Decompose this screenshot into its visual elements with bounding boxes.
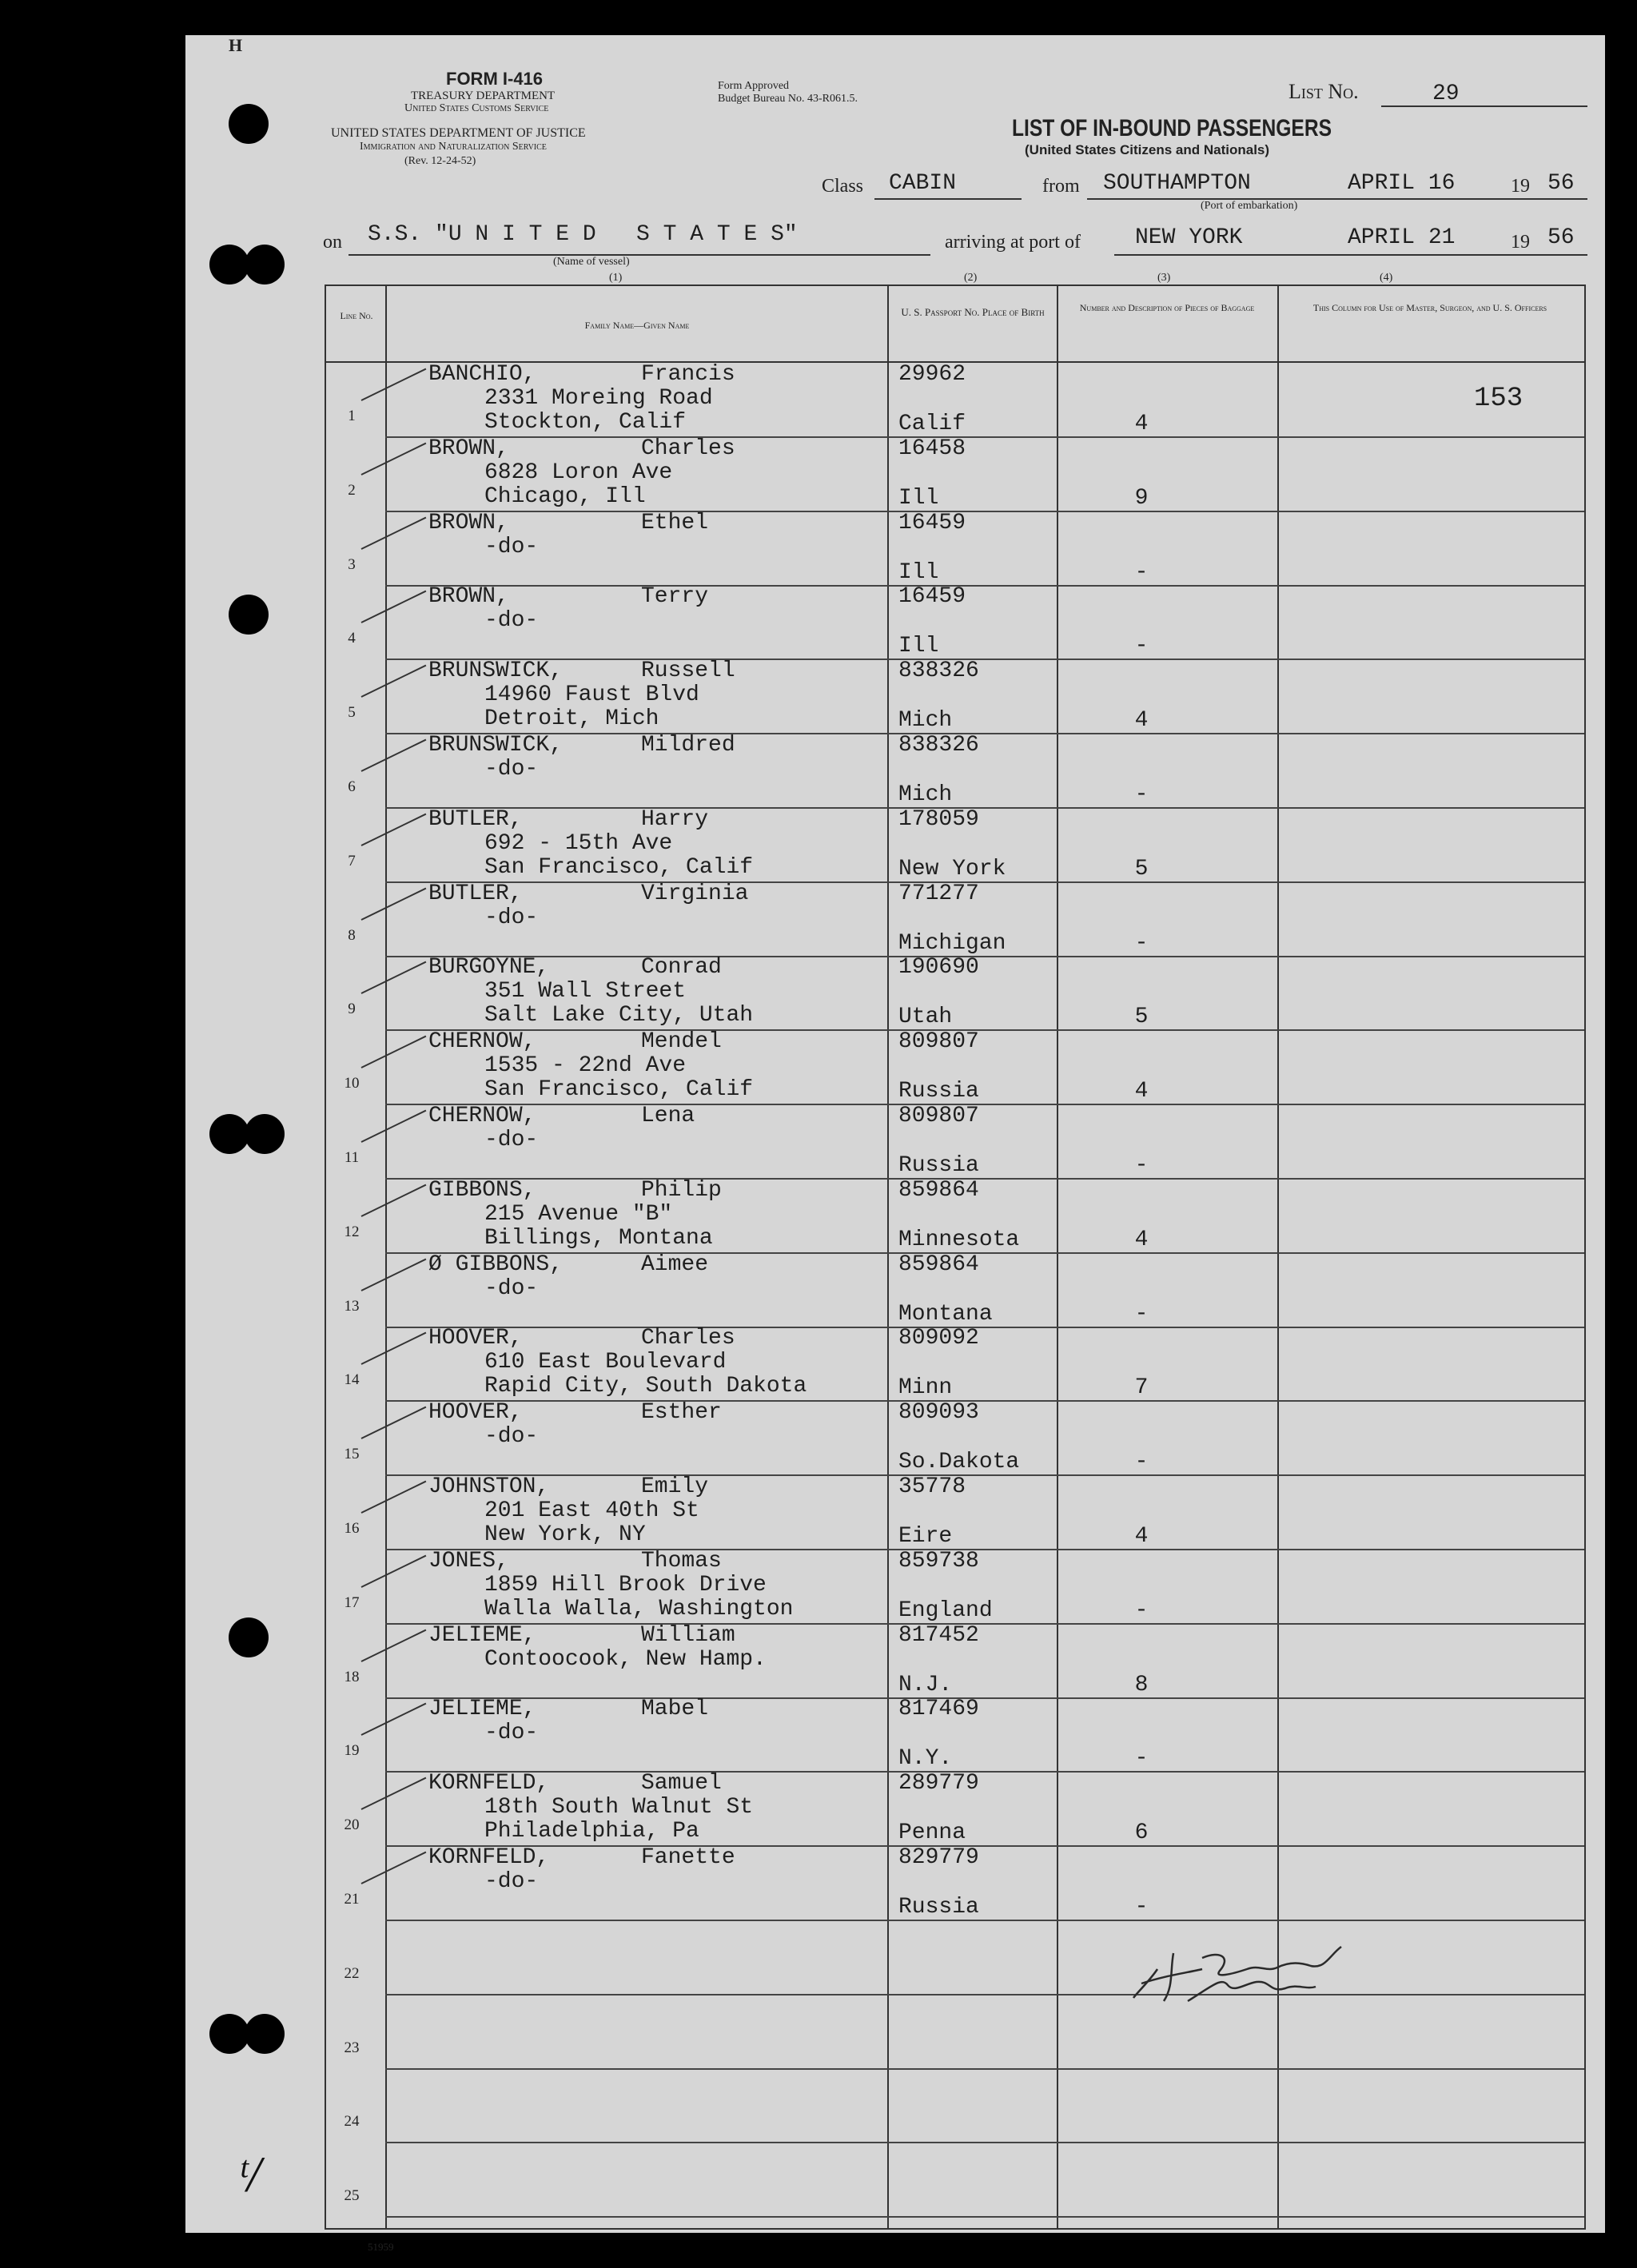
place-of-birth: Ill	[898, 485, 939, 511]
table-row	[326, 511, 1583, 586]
family-name: BRUNSWICK,	[428, 659, 564, 684]
table-row	[326, 659, 1583, 734]
given-name: Philip	[641, 1177, 722, 1203]
header-passport: U. S. Passport No. Place of Birth	[901, 306, 1045, 318]
line-number: 11	[344, 1149, 360, 1166]
table-row	[326, 1030, 1583, 1104]
line-number: 17	[344, 1594, 360, 1611]
family-name: BROWN,	[428, 510, 509, 535]
class-value: CABIN	[889, 171, 957, 196]
table-row	[326, 1104, 1583, 1179]
manifest-page	[185, 35, 1605, 2253]
col-num-2: (2)	[964, 272, 978, 284]
address-line-1: 351 Wall Street	[484, 979, 687, 1005]
corner-mark: H	[229, 35, 243, 55]
line-number: 4	[348, 630, 356, 647]
line-number: 1	[348, 408, 356, 424]
given-name: Charles	[641, 1326, 735, 1351]
given-name: Fanette	[641, 1845, 735, 1870]
list-no-label: List No.	[1288, 80, 1359, 103]
place-of-birth: England	[898, 1598, 993, 1623]
given-name: Conrad	[641, 955, 722, 981]
place-of-birth: Minn	[898, 1375, 953, 1401]
address-line-2: New York, NY	[484, 1522, 646, 1547]
table-row	[326, 1327, 1583, 1401]
baggage-count: -	[1134, 1153, 1149, 1178]
given-name: Thomas	[641, 1548, 722, 1574]
table-row	[326, 1846, 1583, 1920]
passport-number: 190690	[898, 955, 979, 981]
officer-note: 153	[1474, 384, 1523, 414]
baggage-count: 6	[1134, 1820, 1149, 1846]
baggage-count: 4	[1134, 1079, 1149, 1104]
line-number: 5	[348, 704, 356, 722]
given-name: Ethel	[641, 510, 709, 535]
col-num-3: (3)	[1157, 272, 1171, 284]
departure-year-prefix: 19	[1511, 176, 1530, 197]
given-name: William	[641, 1622, 735, 1648]
family-name: JELIEME,	[428, 1697, 536, 1722]
punch-hole	[229, 1617, 269, 1657]
baggage-count: -	[1134, 1301, 1149, 1327]
place-of-birth: Ill	[898, 559, 939, 585]
baggage-count: 8	[1134, 1672, 1149, 1697]
place-of-birth: N.Y.	[898, 1746, 953, 1772]
arriving-label: arriving at port of	[945, 232, 1081, 253]
check-mark	[361, 739, 427, 772]
passport-number: 859864	[898, 1251, 979, 1277]
passport-number: 35778	[898, 1474, 966, 1499]
table-row	[326, 1624, 1583, 1698]
header-baggage: Number and Description of Pieces of Baggage	[1079, 302, 1255, 313]
address-line-1: -do-	[484, 1869, 539, 1894]
address-line-1: -do-	[484, 757, 539, 782]
given-name: Mildred	[641, 733, 735, 758]
punch-hole	[245, 2014, 285, 2054]
family-name: BUTLER,	[428, 881, 523, 906]
address-line-1: 692 - 15th Ave	[484, 830, 673, 856]
passport-number: 838326	[898, 733, 979, 758]
family-name: BURGOYNE,	[428, 955, 550, 981]
list-no-value: 29	[1432, 82, 1460, 106]
table-row	[326, 1550, 1583, 1624]
line-number: 10	[344, 1075, 360, 1092]
header-officers: This Column for Use of Master, Surgeon, and U. S. Officers	[1312, 302, 1547, 313]
family-name: KORNFELD,	[428, 1845, 550, 1870]
address-line-2: Rapid City, South Dakota	[484, 1374, 807, 1399]
passport-number: 16459	[898, 510, 966, 535]
baggage-count: -	[1134, 1746, 1149, 1772]
form-number: FORM I-416	[446, 69, 544, 89]
class-label: Class	[822, 176, 864, 197]
check-mark	[361, 442, 427, 475]
table-row	[326, 2068, 1583, 2143]
col-num-4: (4)	[1380, 272, 1393, 284]
check-mark	[361, 665, 427, 698]
address-line-1: -do-	[484, 1721, 539, 1746]
check-mark	[361, 368, 427, 401]
family-name: Ø GIBBONS,	[428, 1251, 564, 1277]
line-number: 23	[344, 2039, 360, 2056]
baggage-count: -	[1134, 1450, 1149, 1475]
line-number: 22	[344, 1964, 360, 1982]
punch-hole	[245, 245, 285, 284]
baggage-count: 5	[1134, 1005, 1149, 1030]
address-line-2: Billings, Montana	[484, 1225, 713, 1251]
arrival-year-prefix: 19	[1511, 232, 1530, 253]
treasury-department: TREASURY DEPARTMENT	[411, 90, 556, 102]
passport-number: 859738	[898, 1548, 979, 1574]
form-footer-number: 51959	[368, 2241, 394, 2253]
document-title: LIST OF IN-BOUND PASSENGERS	[1012, 115, 1332, 141]
family-name: JONES,	[428, 1548, 509, 1574]
address-line-1: -do-	[484, 905, 539, 930]
passport-number: 859864	[898, 1177, 979, 1203]
family-name: GIBBONS,	[428, 1177, 536, 1203]
address-line-1: 6828 Loron Ave	[484, 460, 673, 485]
punch-hole	[229, 595, 269, 635]
family-name: BROWN,	[428, 584, 509, 610]
passport-number: 809807	[898, 1104, 979, 1128]
address-line-1: -do-	[484, 608, 539, 634]
baggage-count: -	[1134, 930, 1149, 956]
punch-hole	[209, 1114, 249, 1154]
header-name: Family Name—Given Name	[584, 320, 690, 331]
address-line-1: 1535 - 22nd Ave	[484, 1053, 687, 1079]
table-row	[326, 1179, 1583, 1253]
address-line-2: Salt Lake City, Utah	[484, 1003, 754, 1029]
address-line-1: 2331 Moreing Road	[484, 386, 713, 411]
given-name: Russell	[641, 659, 735, 684]
check-mark	[361, 1554, 427, 1587]
place-of-birth: Montana	[898, 1301, 993, 1327]
baggage-count: -	[1134, 1598, 1149, 1623]
place-of-birth: Mich	[898, 708, 953, 734]
baggage-count: 4	[1134, 1227, 1149, 1252]
line-number: 8	[348, 926, 356, 944]
check-mark	[361, 1629, 427, 1661]
place-of-birth: Michigan	[898, 930, 1006, 956]
line-number: 2	[348, 481, 356, 499]
baggage-count: -	[1134, 559, 1149, 585]
passport-number: 289779	[898, 1771, 979, 1796]
table-row	[326, 1401, 1583, 1475]
check-mark	[361, 961, 427, 994]
passport-number: 178059	[898, 806, 979, 832]
address-line-2: San Francisco, Calif	[484, 1077, 754, 1103]
check-mark	[361, 1184, 427, 1216]
arrival-year: 56	[1547, 225, 1575, 250]
given-name: Francis	[641, 362, 735, 387]
place-of-birth: Russia	[898, 1895, 979, 1920]
family-name: HOOVER,	[428, 1326, 523, 1351]
place-of-birth: Penna	[898, 1820, 966, 1846]
baggage-count: 7	[1134, 1375, 1149, 1401]
place-of-birth: So.Dakota	[898, 1450, 1020, 1475]
address-line-2: San Francisco, Calif	[484, 854, 754, 880]
given-name: Virginia	[641, 881, 749, 906]
address-line-1: 18th South Walnut St	[484, 1795, 754, 1820]
line-number: 9	[348, 1001, 356, 1018]
family-name: BANCHIO,	[428, 362, 536, 387]
line-number: 3	[348, 555, 356, 573]
given-name: Lena	[641, 1104, 695, 1128]
address-line-1: Contoocook, New Hamp.	[484, 1646, 767, 1672]
passport-number: 29962	[898, 362, 966, 387]
line-number: 21	[344, 1891, 360, 1908]
line-number: 24	[344, 2113, 360, 2131]
budget-bureau-no: Budget Bureau No. 43-R061.5.	[718, 93, 858, 105]
baggage-count: -	[1134, 634, 1149, 659]
given-name: Harry	[641, 806, 709, 832]
check-mark	[361, 1777, 427, 1810]
header-line-no: Line No.	[340, 310, 373, 321]
place-of-birth: Utah	[898, 1005, 953, 1030]
address-line-1: 201 East 40th St	[484, 1498, 699, 1523]
place-of-birth: Mich	[898, 782, 953, 807]
line-number: 13	[344, 1297, 360, 1315]
baggage-count: 4	[1134, 412, 1149, 436]
given-name: Mabel	[641, 1697, 709, 1722]
punch-hole	[245, 1114, 285, 1154]
table-row	[326, 734, 1583, 808]
table-row	[326, 1697, 1583, 1772]
family-name: KORNFELD,	[428, 1771, 550, 1796]
address-line-1: -do-	[484, 1424, 539, 1450]
line-number: 19	[344, 1742, 360, 1760]
table-row	[326, 363, 1583, 437]
address-line-2: Walla Walla, Washington	[484, 1596, 794, 1621]
line-number: 14	[344, 1371, 360, 1389]
margin-initials: ᵗ/	[238, 2146, 261, 2202]
line-number: 16	[344, 1520, 360, 1537]
family-name: CHERNOW,	[428, 1104, 536, 1128]
given-name: Terry	[641, 584, 709, 610]
table-row	[326, 808, 1583, 882]
family-name: JOHNSTON,	[428, 1474, 550, 1499]
port-embarkation-caption: (Port of embarkation)	[1201, 200, 1298, 212]
check-mark	[361, 516, 427, 549]
line-number: 25	[344, 2187, 360, 2205]
check-mark	[361, 1110, 427, 1143]
table-row	[326, 1253, 1583, 1327]
row-rule	[385, 2216, 1584, 2218]
check-mark	[361, 1852, 427, 1884]
table-row	[326, 437, 1583, 511]
check-mark	[361, 1332, 427, 1365]
on-label: on	[323, 232, 342, 253]
port-of-embarkation: SOUTHAMPTON	[1103, 171, 1251, 196]
check-mark	[361, 1703, 427, 1736]
place-of-birth: Calif	[898, 412, 966, 436]
passenger-table	[325, 284, 1586, 2230]
family-name: HOOVER,	[428, 1400, 523, 1426]
address-line-1: 610 East Boulevard	[484, 1350, 727, 1375]
family-name: BUTLER,	[428, 806, 523, 832]
passport-number: 809807	[898, 1029, 979, 1055]
place-of-birth: Russia	[898, 1079, 979, 1104]
table-row	[326, 2143, 1583, 2217]
address-line-1: -do-	[484, 1128, 539, 1152]
baggage-count: 4	[1134, 1524, 1149, 1549]
family-name: JELIEME,	[428, 1622, 536, 1648]
check-mark	[361, 1036, 427, 1068]
arrival-date: APRIL 21	[1348, 225, 1456, 250]
address-line-2: Chicago, Ill	[484, 483, 646, 509]
customs-service: United States Customs Service	[404, 102, 549, 114]
given-name: Mendel	[641, 1029, 722, 1055]
passport-number: 838326	[898, 659, 979, 684]
baggage-count: 5	[1134, 856, 1149, 881]
address-line-2: Philadelphia, Pa	[484, 1819, 699, 1844]
line-number: 15	[344, 1446, 360, 1463]
baggage-count: 4	[1134, 708, 1149, 734]
address-line-1: 14960 Faust Blvd	[484, 682, 699, 708]
department-of-justice: UNITED STATES DEPARTMENT OF JUSTICE	[331, 126, 586, 140]
check-mark	[361, 1481, 427, 1514]
address-line-1: 1859 Hill Brook Drive	[484, 1572, 767, 1598]
vessel-caption: (Name of vessel)	[553, 256, 630, 268]
baggage-count: -	[1134, 1895, 1149, 1920]
passport-number: 809092	[898, 1326, 979, 1351]
from-label: from	[1042, 176, 1080, 197]
given-name: Aimee	[641, 1251, 709, 1277]
table-row	[326, 1772, 1583, 1846]
place-of-birth: Eire	[898, 1524, 953, 1549]
passport-number: 809093	[898, 1400, 979, 1426]
passport-number: 817469	[898, 1697, 979, 1722]
document-subtitle: (United States Citizens and Nationals)	[1025, 142, 1270, 157]
family-name: BROWN,	[428, 436, 509, 461]
punch-hole	[229, 104, 269, 144]
table-row	[326, 882, 1583, 957]
immigration-service: Immigration and Naturalization Service	[360, 141, 547, 153]
passport-number: 16459	[898, 584, 966, 610]
given-name: Samuel	[641, 1771, 722, 1796]
vessel-name: S.S. "U N I T E D S T A T E S"	[368, 222, 798, 247]
baggage-count: -	[1134, 782, 1149, 807]
form-approved: Form Approved	[718, 80, 790, 92]
place-of-birth: Russia	[898, 1153, 979, 1178]
place-of-birth: Ill	[898, 634, 939, 659]
table-row	[326, 585, 1583, 659]
punch-hole	[209, 2014, 249, 2054]
address-line-2: Stockton, Calif	[484, 410, 687, 435]
check-mark	[361, 591, 427, 623]
passport-number: 829779	[898, 1845, 979, 1870]
place-of-birth: New York	[898, 856, 1006, 881]
baggage-count: 9	[1134, 485, 1149, 511]
line-number: 6	[348, 778, 356, 795]
arrival-port: NEW YORK	[1135, 225, 1243, 250]
form-revision: (Rev. 12-24-52)	[404, 155, 476, 167]
address-line-1: -do-	[484, 1275, 539, 1301]
place-of-birth: Minnesota	[898, 1227, 1020, 1252]
line-number: 20	[344, 1816, 360, 1834]
place-of-birth: N.J.	[898, 1672, 953, 1697]
given-name: Esther	[641, 1400, 722, 1426]
address-line-2: Detroit, Mich	[484, 706, 659, 732]
col-num-1: (1)	[609, 272, 623, 284]
family-name: BRUNSWICK,	[428, 733, 564, 758]
line-number: 7	[348, 852, 356, 869]
address-line-1: -do-	[484, 534, 539, 559]
family-name: CHERNOW,	[428, 1029, 536, 1055]
check-mark	[361, 1407, 427, 1439]
signature	[1125, 1937, 1397, 2009]
check-mark	[361, 887, 427, 920]
line-number: 18	[344, 1668, 360, 1685]
passport-number: 16458	[898, 436, 966, 461]
departure-date: APRIL 16	[1348, 171, 1456, 196]
given-name: Charles	[641, 436, 735, 461]
table-row	[326, 956, 1583, 1030]
table-row	[326, 1475, 1583, 1550]
passport-number: 771277	[898, 881, 979, 906]
given-name: Emily	[641, 1474, 709, 1499]
check-mark	[361, 1258, 427, 1291]
check-mark	[361, 813, 427, 846]
departure-year: 56	[1547, 171, 1575, 196]
passport-number: 817452	[898, 1622, 979, 1648]
line-number: 12	[344, 1223, 360, 1240]
address-line-1: 215 Avenue "B"	[484, 1201, 673, 1227]
punch-hole	[209, 245, 249, 284]
